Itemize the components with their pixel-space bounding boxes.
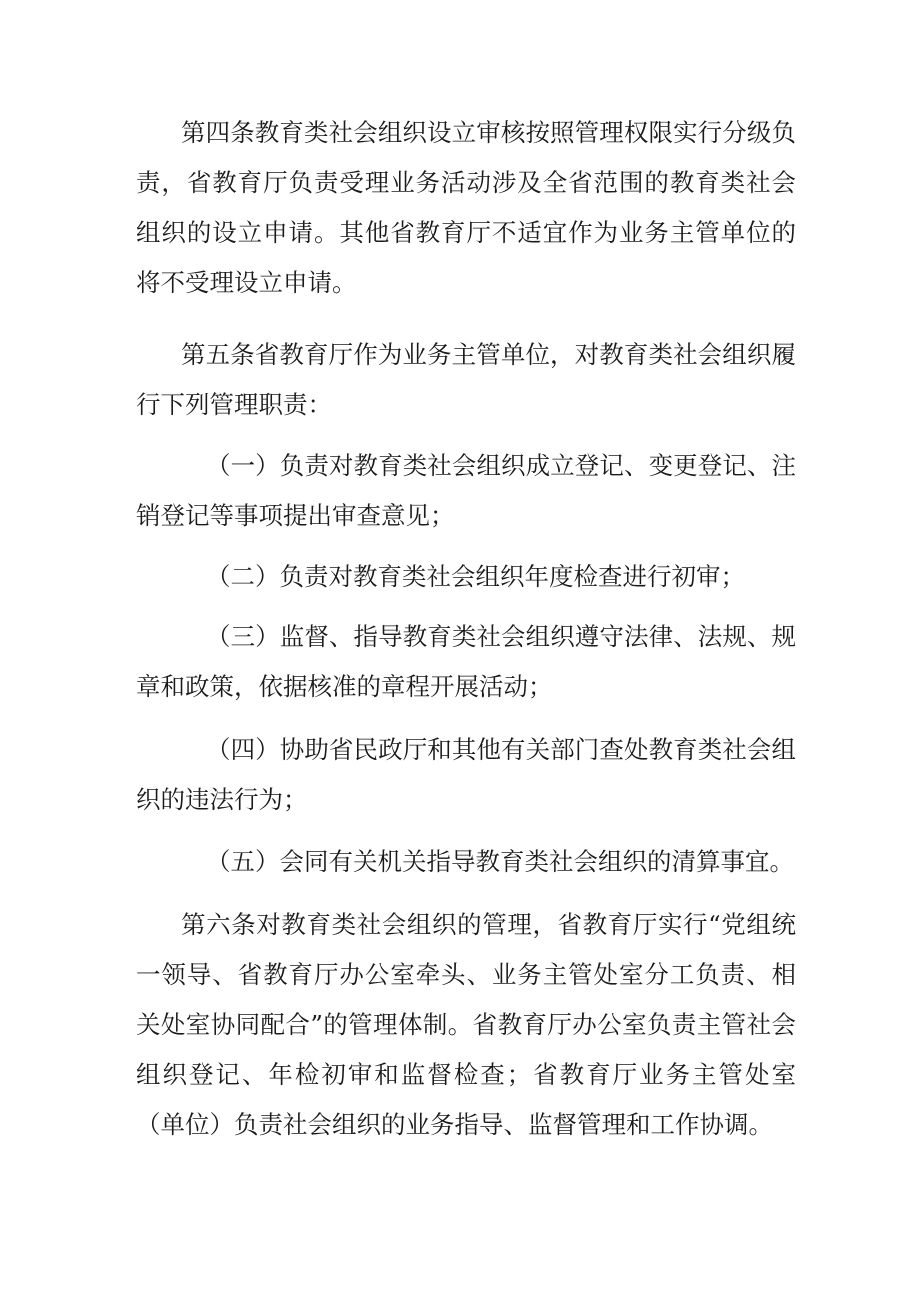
- duty-item-4: （四）协助省民政厅和其他有关部门查处教育类社会组织的违法行为；: [136, 735, 796, 814]
- duty-item-3: （三）监督、指导教育类社会组织遵守法律、法规、规章和政策，依据核准的章程开展活动；: [136, 622, 796, 701]
- article-6-paragraph: 第六条对教育类社会组织的管理，省教育厅实行“党组统一领导、省教育厅办公室牵头、业务主管处室分工负责、相关处室协同配合”的管理体制。省教育厅办公室负责主管社会组织登记、年检初审和监督检查；省教育厅业务主管处室（单位）负责社会组织的业务指导、监督管理和工作协调。: [136, 910, 796, 1139]
- duty-item-5: （五）会同有关机关指导教育类社会组织的清算事宜。: [206, 847, 794, 876]
- duty-item-1: （一）负责对教育类社会组织成立登记、变更登记、注销登记等事项提出审查意见；: [136, 451, 796, 530]
- article-5-paragraph: 第五条省教育厅作为业务主管单位，对教育类社会组织履行下列管理职责：: [136, 340, 796, 419]
- article-4-paragraph: 第四条教育类社会组织设立审核按照管理权限实行分级负责，省教育厅负责受理业务活动涉及全省范围的教育类社会组织的设立申请。其他省教育厅不适宜作为业务主管单位的将不受理设立申请。: [136, 118, 796, 297]
- duty-item-2: （二）负责对教育类社会组织年度检查进行初审；: [206, 562, 745, 591]
